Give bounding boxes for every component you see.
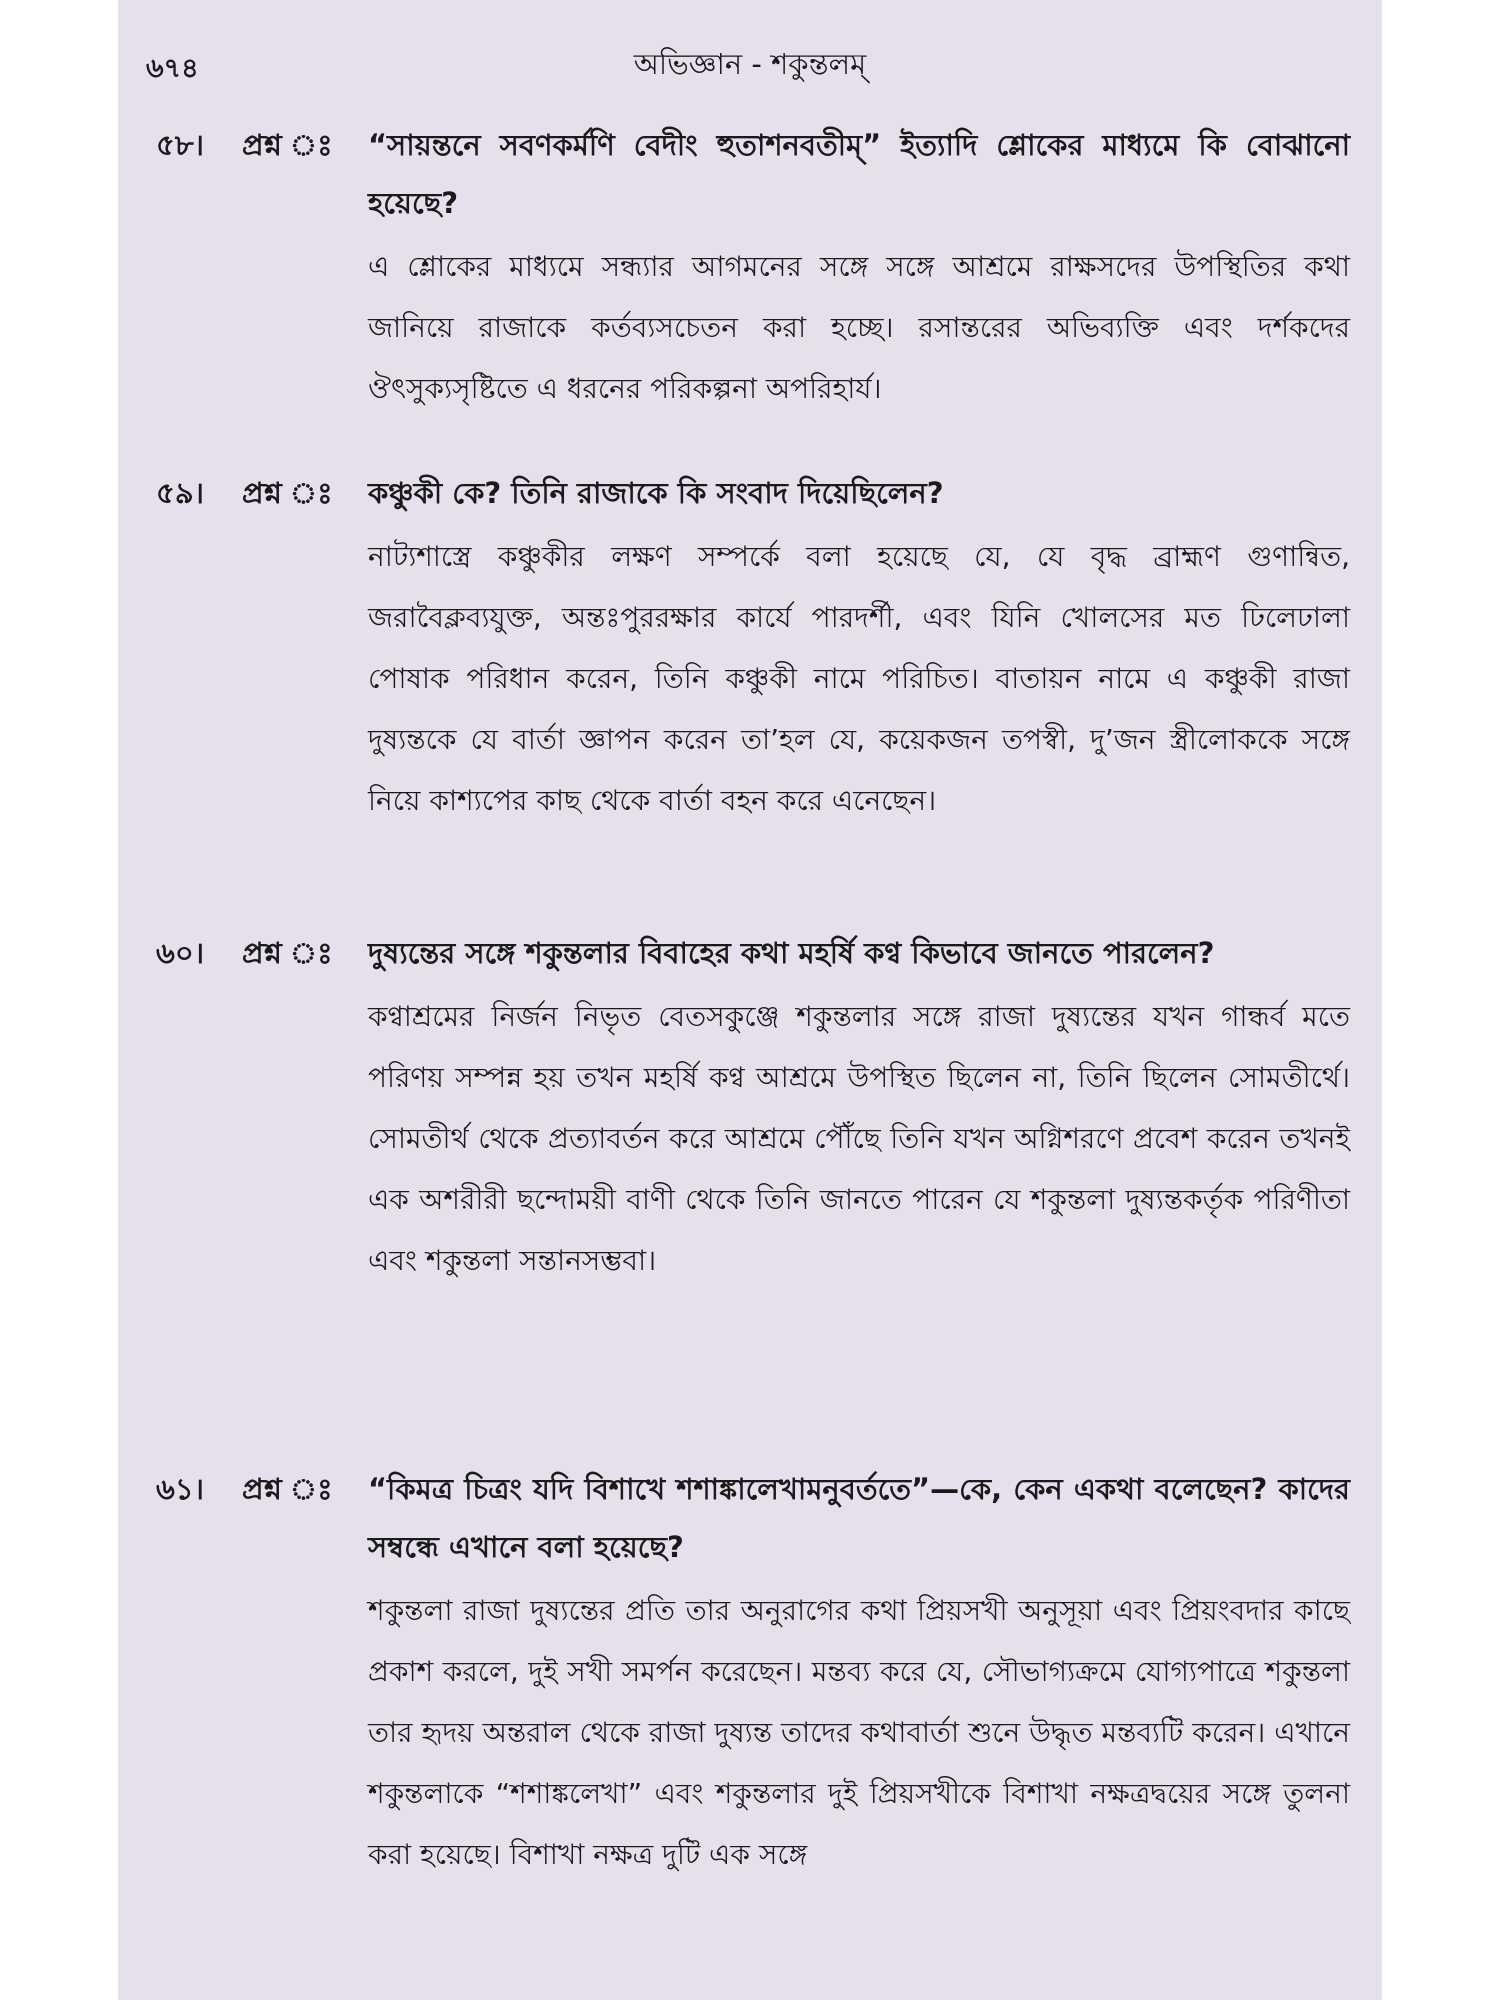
question-label: প্রশ্ন ঃ xyxy=(242,1472,333,1506)
answer-text: কণ্বাশ্রমের নির্জন নিভৃত বেতসকুঞ্জে শকুন্তলার সঙ্গে রাজা দুষ্যন্তের যখন গান্ধর্ব মতে পরিণয় সম্পন্ন হয় তখন মহর্ষি কণ্ব আশ্রমে উপস্থিত ছিলেন না, তিনি ছিলেন সোমতীর্থে। সোমতীর্থ থেকে প্রত্যাবর্তন করে আশ্রমে পৌঁছে তিনি যখন অগ্নিশরণে প্রবেশ করেন তখনই এক অশরীরী ছন্দোময়ী বাণী থেকে তিনি জানতে পারেন যে শকুন্তলা দুষ্যন্তকর্তৃক পরিণীতা এবং শকুন্তলা সন্তানসম্ভবা। xyxy=(368,1000,1350,1277)
question-label: প্রশ্ন ঃ xyxy=(242,476,333,510)
question-label: প্রশ্ন ঃ xyxy=(242,936,333,970)
question-entry-60 xyxy=(118,924,1382,1291)
running-title: অভিজ্ঞান - শকুন্তলম্ xyxy=(633,47,867,81)
answer-text: শকুন্তলা রাজা দুষ্যন্তের প্রতি তার অনুরাগের কথা প্রিয়সখী অনুসূয়া এবং প্রিয়ংবদার কাছে প্রকাশ করলে, দুই সখী সমর্পন করেছেন। মন্তব্য করে যে, সৌভাগ্যক্রমে যোগ্যপাত্রে শকুন্তলা তার হৃদয় অন্তরাল থেকে রাজা দুষ্যন্ত তাদের কথাবার্তা শুনে উদ্ধৃত মন্তব্যটি করেন। এখানে শকুন্তলাকে “শশাঙ্কলেখা” এবং শকুন্তলার দুই প্রিয়সখীকে বিশাখা নক্ষত্রদ্বয়ের সঙ্গে তুলনা করা হয়েছে। বিশাখা নক্ষত্র দুটি এক সঙ্গে xyxy=(368,1594,1350,1871)
question-number: ৫৮। xyxy=(156,128,205,162)
page-number: ৬৭৪ xyxy=(146,53,199,84)
question-entry-59 xyxy=(118,464,1382,831)
question-line xyxy=(118,464,1382,522)
question-text: দুষ্যন্তের সঙ্গে শকুন্তলার বিবাহের কথা মহর্ষি কণ্ব কিভাবে জানতে পারলেন? xyxy=(368,936,1215,970)
answer-text: নাট্যশাস্ত্রে কঞ্চুকীর লক্ষণ সম্পর্কে বলা হয়েছে যে, যে বৃদ্ধ ব্রাহ্মণ গুণান্বিত, জরাবৈক্লব্যযুক্ত, অন্তঃপুররক্ষার কার্যে পারদর্শী, এবং যিনি খোলসের মত ঢিলেঢালা পোষাক পরিধান করেন, তিনি কঞ্চুকী নামে পরিচিত। বাতায়ন নামে এ কঞ্চুকী রাজা দুষ্যন্তকে যে বার্তা জ্ঞাপন করেন তা’হল যে, কয়েকজন তপস্বী, দু’জন স্ত্রীলোককে সঙ্গে নিয়ে কাশ্যপের কাছ থেকে বার্তা বহন করে এনেছেন। xyxy=(368,540,1350,817)
question-line xyxy=(118,1460,1382,1576)
question-text: “কিমত্র চিত্রং যদি বিশাখে শশাঙ্কালেখামনুবর্ততে”—কে, কেন একথা বলেছেন? কাদের সম্বন্ধে এখানে বলা হয়েছে? xyxy=(368,1472,1350,1564)
question-entry-58 xyxy=(118,116,1382,419)
question-label: প্রশ্ন ঃ xyxy=(242,128,333,162)
answer-text: এ শ্লোকের মাধ্যমে সন্ধ্যার আগমনের সঙ্গে সঙ্গে আশ্রমে রাক্ষসদের উপস্থিতির কথা জানিয়ে রাজাকে কর্তব্যসচেতন করা হচ্ছে। রসান্তরের অভিব্যক্তি এবং দর্শকদের ঔৎসুক্যসৃষ্টিতে এ ধরনের পরিকল্পনা অপরিহার্য। xyxy=(368,250,1350,405)
question-number: ৬১। xyxy=(156,1472,205,1506)
question-line xyxy=(118,116,1382,232)
question-text: কঞ্চুকী কে? তিনি রাজাকে কি সংবাদ দিয়েছিলেন? xyxy=(368,476,944,510)
book-page xyxy=(118,0,1382,2000)
question-text: “সায়ন্তনে সবণকর্মণি বেদীং হুতাশনবতীম্” ইত্যাদি শ্লোকের মাধ্যমে কি বোঝানো হয়েছে? xyxy=(368,128,1350,220)
question-line xyxy=(118,924,1382,982)
question-entry-61 xyxy=(118,1460,1382,1885)
question-number: ৬০। xyxy=(156,936,205,970)
question-number: ৫৯। xyxy=(156,476,205,510)
